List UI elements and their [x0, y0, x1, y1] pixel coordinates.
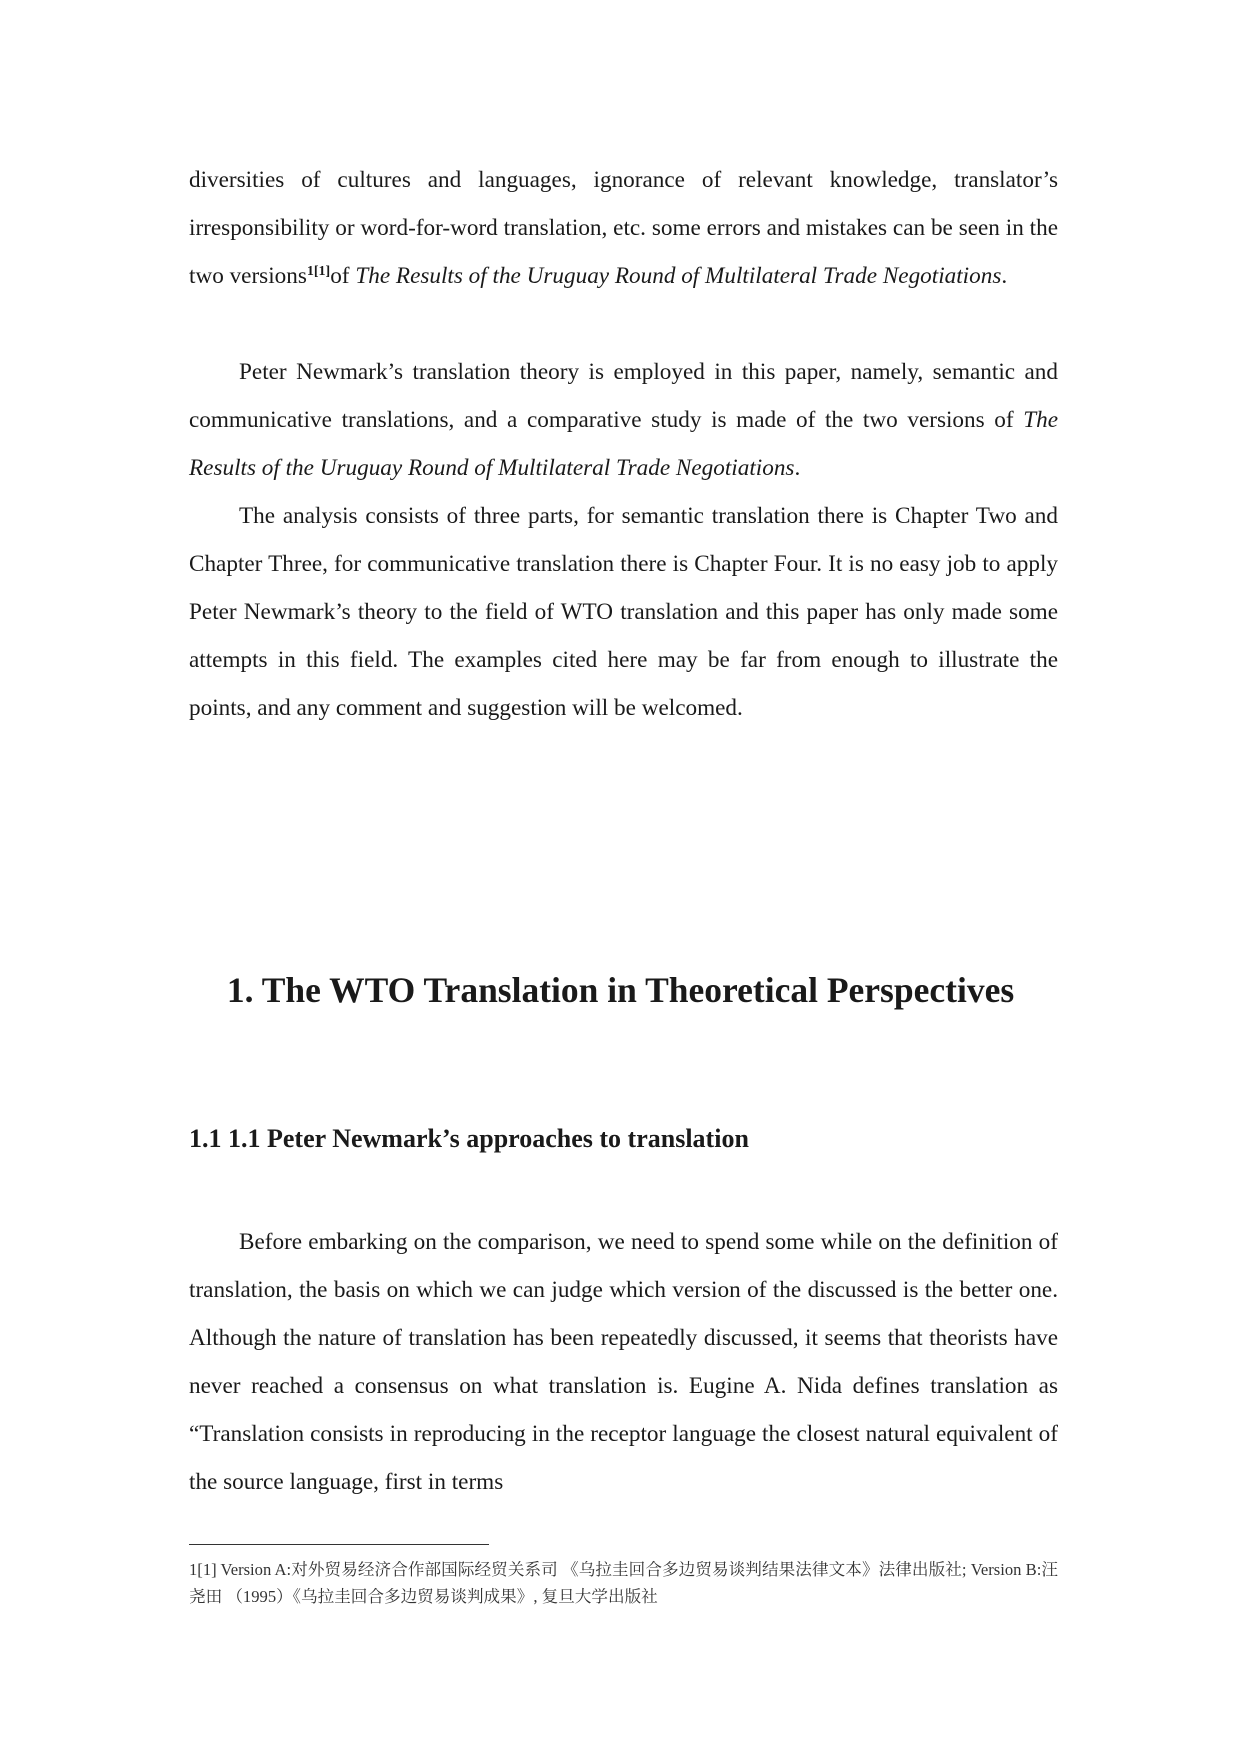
paragraph-text: The analysis consists of three parts, for semantic translation there is Chapter Two and Chapter Three, for communicative translation there is Chapter Four. It is no easy job to apply Peter Newmark’s theory to the field of WTO translation and this paper has only made some attempts in this field. The examples cited here may be far from enough to illustrate the points, and any comment and suggestion will be welcomed. — [189, 503, 1058, 721]
footnote-separator — [189, 1544, 489, 1545]
paragraph-text: diversities of cultures and languages, ignorance of relevant knowledge, translator’s irresponsibility or word-for-word translation, etc. some errors and mistakes can be seen in the two versions — [189, 167, 1058, 289]
paragraph-text: Before embarking on the comparison, we need to spend some while on the definition of translation, the basis on which we can judge which version of the discussed is the better one. Although the nature of translation has been repeatedly discussed, it seems that theorists have never reached a consensus on what translation is. Eugine A. Nida defines translation as “Translation consists in reproducing in the receptor language the closest natural equivalent of the source language, first in terms — [189, 1229, 1058, 1495]
analysis-paragraph — [189, 492, 1058, 732]
theory-paragraph — [189, 348, 1058, 492]
chapter-heading: 1. The WTO Translation in Theoretical Perspectives — [226, 970, 1015, 1010]
paragraph-text: Peter Newmark’s translation theory is employed in this paper, namely, semantic and communicative translations, and a comparative study is made of the two versions of — [189, 359, 1058, 433]
paragraph-text: of — [330, 263, 356, 289]
italic-title: The Results of the Uruguay Round of Multilateral Trade Negotiations — [189, 407, 1058, 481]
footnote: 1[1] Version A:对外贸易经济合作部国际经贸关系司 《乌拉圭回合多边贸易谈判结果法律文本》法律出版社; Version B:汪尧田 （1995）《乌拉圭回合多边贸易谈判成果》, 复旦大学出版社 — [189, 1560, 1058, 1606]
paragraph-text: . — [1001, 263, 1008, 289]
paragraph-text: . — [794, 455, 801, 481]
italic-title: The Results of the Uruguay Round of Multilateral Trade Negotiations — [355, 263, 1002, 289]
intro-paragraph-continued — [189, 156, 1058, 300]
section-heading: 1.1 1.1 Peter Newmark’s approaches to translation — [189, 1124, 749, 1153]
footnote-reference[interactable]: 1[1] — [306, 264, 331, 279]
definition-paragraph — [189, 1218, 1058, 1506]
